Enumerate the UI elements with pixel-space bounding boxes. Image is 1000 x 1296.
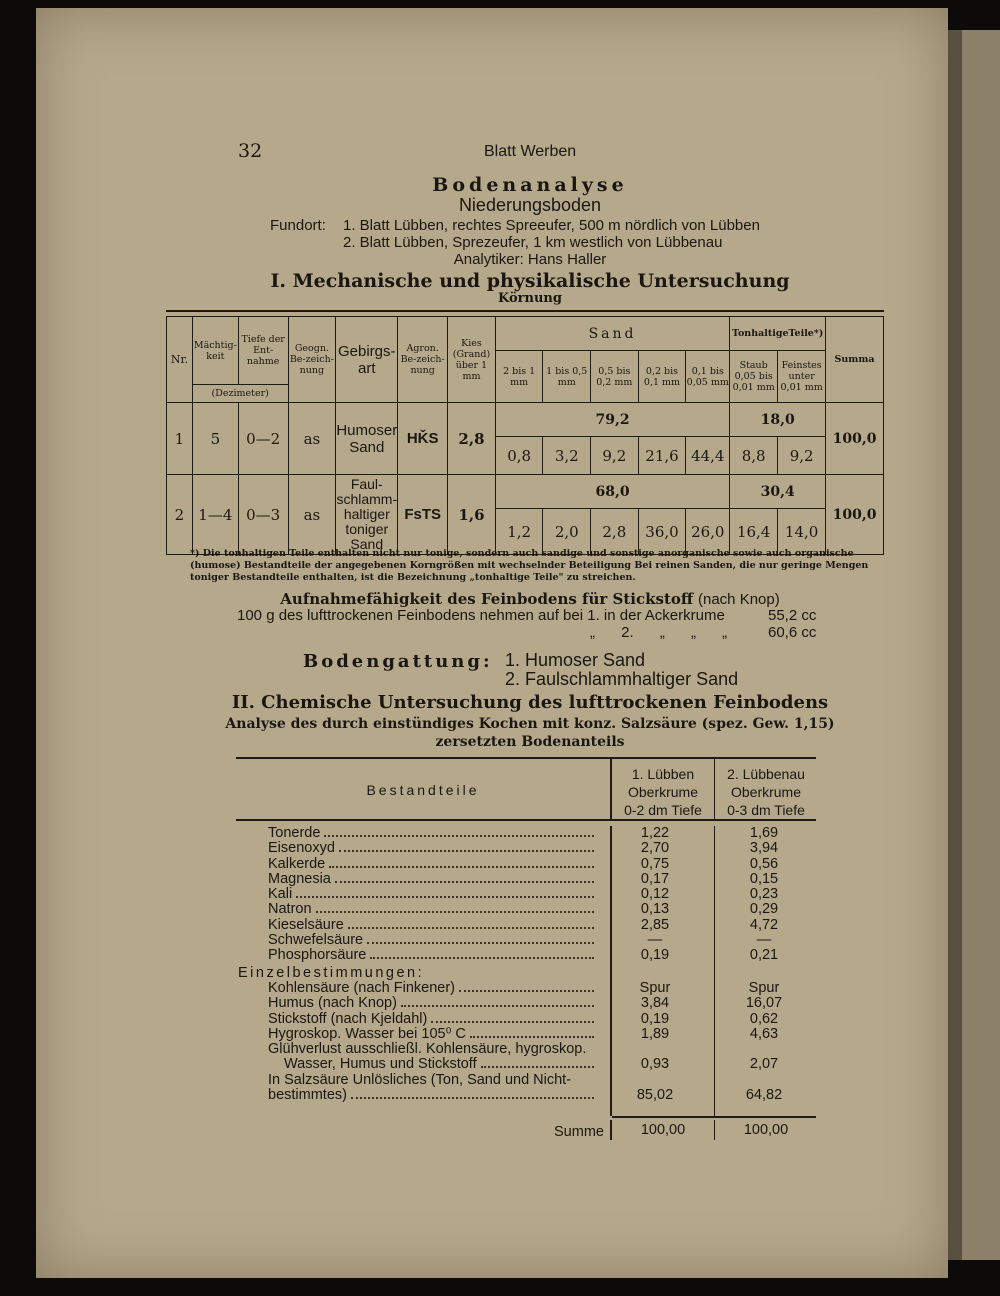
einzel-row-v1: Spur — [639, 979, 671, 996]
row1-sand-total: 79,2 — [495, 403, 729, 437]
row2-sand-value: 2,0 — [543, 509, 591, 555]
row1-geogn: as — [288, 403, 336, 475]
row2-gebirgsart: Faul-schlamm-haltiger toniger Sand — [336, 475, 398, 555]
chem-row-v2: 0,29 — [749, 901, 779, 918]
summe-v2: 100,00 — [743, 1122, 789, 1138]
fundort-1: 1. Blatt Lübben, rechtes Spreeufer, 500 m nördlich von Lübben — [343, 217, 760, 234]
chem-row-v1: 0,12 — [640, 886, 670, 903]
chem-body-vline-1 — [610, 826, 612, 1116]
row1-sand-value: 21,6 — [638, 437, 686, 475]
row2-tiefe: 0—3 — [238, 475, 288, 555]
chem-row — [236, 826, 816, 841]
header-tiefe: Tiefe der Ent-nahme — [238, 317, 288, 385]
header-nr: Nr. — [167, 317, 193, 403]
chem-row-v2: 0,23 — [749, 886, 779, 903]
row2-geogn: as — [288, 475, 336, 555]
unl-row — [236, 1088, 816, 1103]
chem-row-v2: 4,72 — [749, 916, 779, 933]
einzel-row-v2: 4,63 — [749, 1025, 779, 1042]
chem-row-label: Tonerde — [268, 825, 321, 841]
chem-header-col2-line: 2. Lübbenau — [727, 766, 805, 782]
chem-row-v2: 1,69 — [749, 825, 779, 841]
header-ton-col: Feinstes unter 0,01 mm — [778, 351, 826, 403]
chem-row-label: Schwefelsäure — [268, 932, 364, 949]
einzel-row — [236, 1027, 816, 1042]
bodengattung-item2: 2. Faulschlammhaltiger Sand — [505, 669, 739, 689]
chem-header-col2-line: 0-3 dm Tiefe — [727, 802, 805, 818]
gluh-v2: 2,07 — [749, 1056, 779, 1073]
header-gebirgsart: Gebirgs-art — [336, 317, 398, 403]
unl-line2: bestimmtes) — [268, 1087, 347, 1104]
header-sand-col: 1 bis 0,5 mm — [543, 351, 591, 403]
chem-row — [236, 872, 816, 887]
chem-header-col2-line: Oberkrume — [730, 784, 802, 800]
header-geogn: Geogn. Be-zeich-nung — [288, 317, 336, 403]
einzel-row-v2: 16,07 — [745, 995, 783, 1012]
chem-header-bestandteile: Bestandteile — [366, 782, 480, 798]
chem-row-label: Eisenoxyd — [268, 840, 335, 857]
chem-sum-rule — [612, 1116, 816, 1118]
einzel-row-label: Stickstoff (nach Kjeldahl) — [268, 1010, 428, 1027]
gluh-line2: Wasser, Humus und Stickstoff — [284, 1056, 477, 1073]
document-title: Bodenanalyse — [432, 174, 628, 196]
chem-header-col2 — [715, 765, 817, 819]
header-sand-col: 0,2 bis 0,1 mm — [638, 351, 686, 403]
row1-tiefe: 0—2 — [238, 403, 288, 475]
einzel-label: Einzelbestimmungen: — [238, 964, 425, 981]
chem-row-v2: 0,15 — [749, 870, 779, 887]
einzel-row-v1: 0,19 — [640, 1010, 670, 1027]
header-sand-col: 0,1 bis 0,05 mm — [686, 351, 730, 403]
summe-v1: 100,00 — [640, 1122, 686, 1138]
chem-row-label: Phosphorsäure — [268, 947, 367, 964]
einzel-row-v2: 0,62 — [749, 1010, 779, 1027]
aufnahme-title — [230, 590, 830, 608]
chem-row — [236, 902, 816, 917]
header-kies: Kies (Grand) über 1 mm — [448, 317, 496, 403]
chem-row-label: Kalkerde — [268, 855, 326, 872]
einzel-row-label: Hygroskop. Wasser bei 105⁰ C — [268, 1025, 466, 1042]
chem-body — [236, 826, 816, 1103]
einzel-row — [236, 1012, 816, 1027]
chem-header-rule — [236, 819, 816, 821]
analytiker: Analytiker: Hans Haller — [453, 251, 607, 268]
aufnahme-title-suffix: (nach Knop) — [698, 591, 780, 608]
aufnahme-line1: 100 g des lufttrockenen Feinbodens nehmen auf bei 1. in der Ackerkrume — [237, 607, 725, 624]
chem-row-v2: 0,21 — [749, 947, 779, 964]
header-sand: Sand — [495, 317, 729, 351]
aufnahme-title-text: Aufnahmefähigkeit des Feinbodens für Stickstoff — [280, 590, 694, 608]
footnote: *) Die tonhaltigen Teile enthalten nicht nur tonige, sondern auch sandige und sonstige anorganische sowie auch organische (humose) Bestandteile der angegebenen Korngrößen mit wechselnder Beteiligung Bei reinen Sanden, die nur geringe Mengen toniger Bestandteile enthalten, ist die Bezeichnung „tonhaltige Teile" zu streichen. — [190, 548, 869, 583]
chem-row-label: Magnesia — [268, 870, 331, 887]
row1-sand-value: 9,2 — [591, 437, 639, 475]
row2-nr: 2 — [167, 475, 193, 555]
row1-maechtigkeit: 5 — [192, 403, 238, 475]
gluh-row — [236, 1057, 816, 1072]
header-tonhaltige-teile: TonhaltigeTeile*) — [730, 317, 826, 351]
unl-line1: In Salzsäure Unlösliches (Ton, Sand und Nicht- — [268, 1071, 572, 1088]
einzel-row-v2: Spur — [748, 979, 780, 996]
row1-sand-value: 44,4 — [686, 437, 730, 475]
aufnahme-value1: 55,2 cc — [768, 607, 817, 624]
chem-row — [236, 857, 816, 872]
row2-sand-value: 36,0 — [638, 509, 686, 555]
chem-row-v1: 0,13 — [640, 901, 670, 918]
mechanical-table — [166, 316, 884, 555]
chem-top-rule — [236, 757, 816, 759]
table-top-rule — [166, 310, 884, 312]
chem-row — [236, 933, 816, 948]
chem-header-col1 — [612, 765, 714, 819]
running-title: Blatt Werben — [484, 143, 577, 160]
chem-row — [236, 948, 816, 963]
chem-header-col1-line: Oberkrume — [627, 784, 699, 800]
row2-ton-value: 16,4 — [730, 509, 778, 555]
chem-row-v2: 3,94 — [749, 840, 779, 857]
chem-header-col1-line: 0-2 dm Tiefe — [624, 802, 702, 818]
section2-sub2: zersetzten Bodenanteils — [435, 734, 625, 750]
bodengattung-label: Bodengattung: — [303, 651, 493, 672]
section2-title: II. Chemische Untersuchung des lufttrockenen Feinbodens — [231, 692, 829, 713]
section1-subtitle: Körnung — [498, 291, 562, 306]
page-number: 32 — [238, 140, 263, 162]
row1-gebirgsart: Humoser Sand — [336, 403, 398, 475]
einzel-row-label: Kohlensäure (nach Finkener) — [268, 979, 455, 996]
row1-summa: 100,0 — [826, 403, 884, 475]
header-summa: Summa — [826, 317, 884, 403]
header-sand-col: 2 bis 1 mm — [495, 351, 543, 403]
unl-v1: 85,02 — [636, 1087, 674, 1104]
header-agron: Agron. Be-zeich-nung — [398, 317, 448, 403]
chem-row-v1: 0,75 — [640, 855, 670, 872]
einzel-row-v1: 1,89 — [640, 1025, 670, 1042]
row2-maechtigkeit: 1—4 — [192, 475, 238, 555]
summe-label: Summe — [554, 1124, 604, 1140]
gluh-v1: 0,93 — [640, 1056, 670, 1073]
row1-kies: 2,8 — [448, 403, 496, 475]
row2-agron: FsTS — [398, 475, 448, 555]
section2-sub1: Analyse des durch einstündiges Kochen mit konz. Salzsäure (spez. Gew. 1,15) — [225, 716, 835, 732]
chem-row-v1: 0,17 — [640, 870, 670, 887]
chem-header-col1-line: 1. Lübben — [631, 766, 695, 782]
section1-title: I. Mechanische und physikalische Untersuchung — [270, 270, 790, 292]
row2-ton-total: 30,4 — [730, 475, 826, 509]
bodengattung-item1: 1. Humoser Sand — [505, 650, 646, 670]
row2-sand-total: 68,0 — [495, 475, 729, 509]
row2-sand-value: 2,8 — [591, 509, 639, 555]
einzel-row — [236, 996, 816, 1011]
chem-row-v1: 2,70 — [640, 840, 670, 857]
row1-ton-value: 9,2 — [778, 437, 826, 475]
fundort-2: 2. Blatt Lübben, Sprezeufer, 1 km westlich von Lübbenau — [343, 234, 723, 251]
document-subtitle: Niederungsboden — [458, 195, 602, 215]
header-sand-col: 0,5 bis 0,2 mm — [591, 351, 639, 403]
einzel-row — [236, 981, 816, 996]
einzel-row-label: Humus (nach Knop) — [268, 995, 397, 1012]
row1-sand-value: 0,8 — [495, 437, 543, 475]
unl-v2: 64,82 — [745, 1087, 783, 1104]
chem-row-v1: 1,22 — [640, 825, 670, 841]
gluh-line1: Glühverlust ausschließl. Kohlensäure, hygroskop. — [268, 1041, 587, 1058]
row1-nr: 1 — [167, 403, 193, 475]
chem-row — [236, 918, 816, 933]
row1-ton-value: 8,8 — [730, 437, 778, 475]
chem-row-v1: 0,19 — [640, 947, 670, 964]
row2-kies: 1,6 — [448, 475, 496, 555]
row2-ton-value: 14,0 — [778, 509, 826, 555]
aufnahme-line2: „ 2. „ „ „ — [590, 624, 728, 641]
chem-row-v1: — — [647, 932, 663, 949]
aufnahme-value2: 60,6 cc — [768, 624, 817, 641]
row1-agron: HǨS — [398, 403, 448, 475]
row1-ton-total: 18,0 — [730, 403, 826, 437]
row2-sand-value: 1,2 — [495, 509, 543, 555]
row1-sand-value: 3,2 — [543, 437, 591, 475]
chem-row-label: Kali — [268, 886, 293, 903]
chem-row-label: Natron — [268, 901, 312, 918]
chem-row-v1: 2,85 — [640, 916, 670, 933]
header-dezimeter: (Dezimeter) — [192, 385, 288, 403]
chem-row — [236, 841, 816, 856]
row2-sand-value: 26,0 — [686, 509, 730, 555]
chem-row — [236, 887, 816, 902]
chem-row-label: Kieselsäure — [268, 916, 344, 933]
header-ton-col: Staub 0,05 bis 0,01 mm — [730, 351, 778, 403]
fundort-label: Fundort: — [270, 217, 326, 234]
chem-row-v2: 0,56 — [749, 855, 779, 872]
chem-body-vline-2 — [714, 826, 715, 1116]
right-page-edge-light — [962, 30, 1000, 1260]
chem-row-v2: — — [756, 932, 772, 949]
header-maechtigkeit: Mächtig-keit — [192, 317, 238, 385]
einzel-row-v1: 3,84 — [640, 995, 670, 1012]
row2-summa: 100,0 — [826, 475, 884, 555]
